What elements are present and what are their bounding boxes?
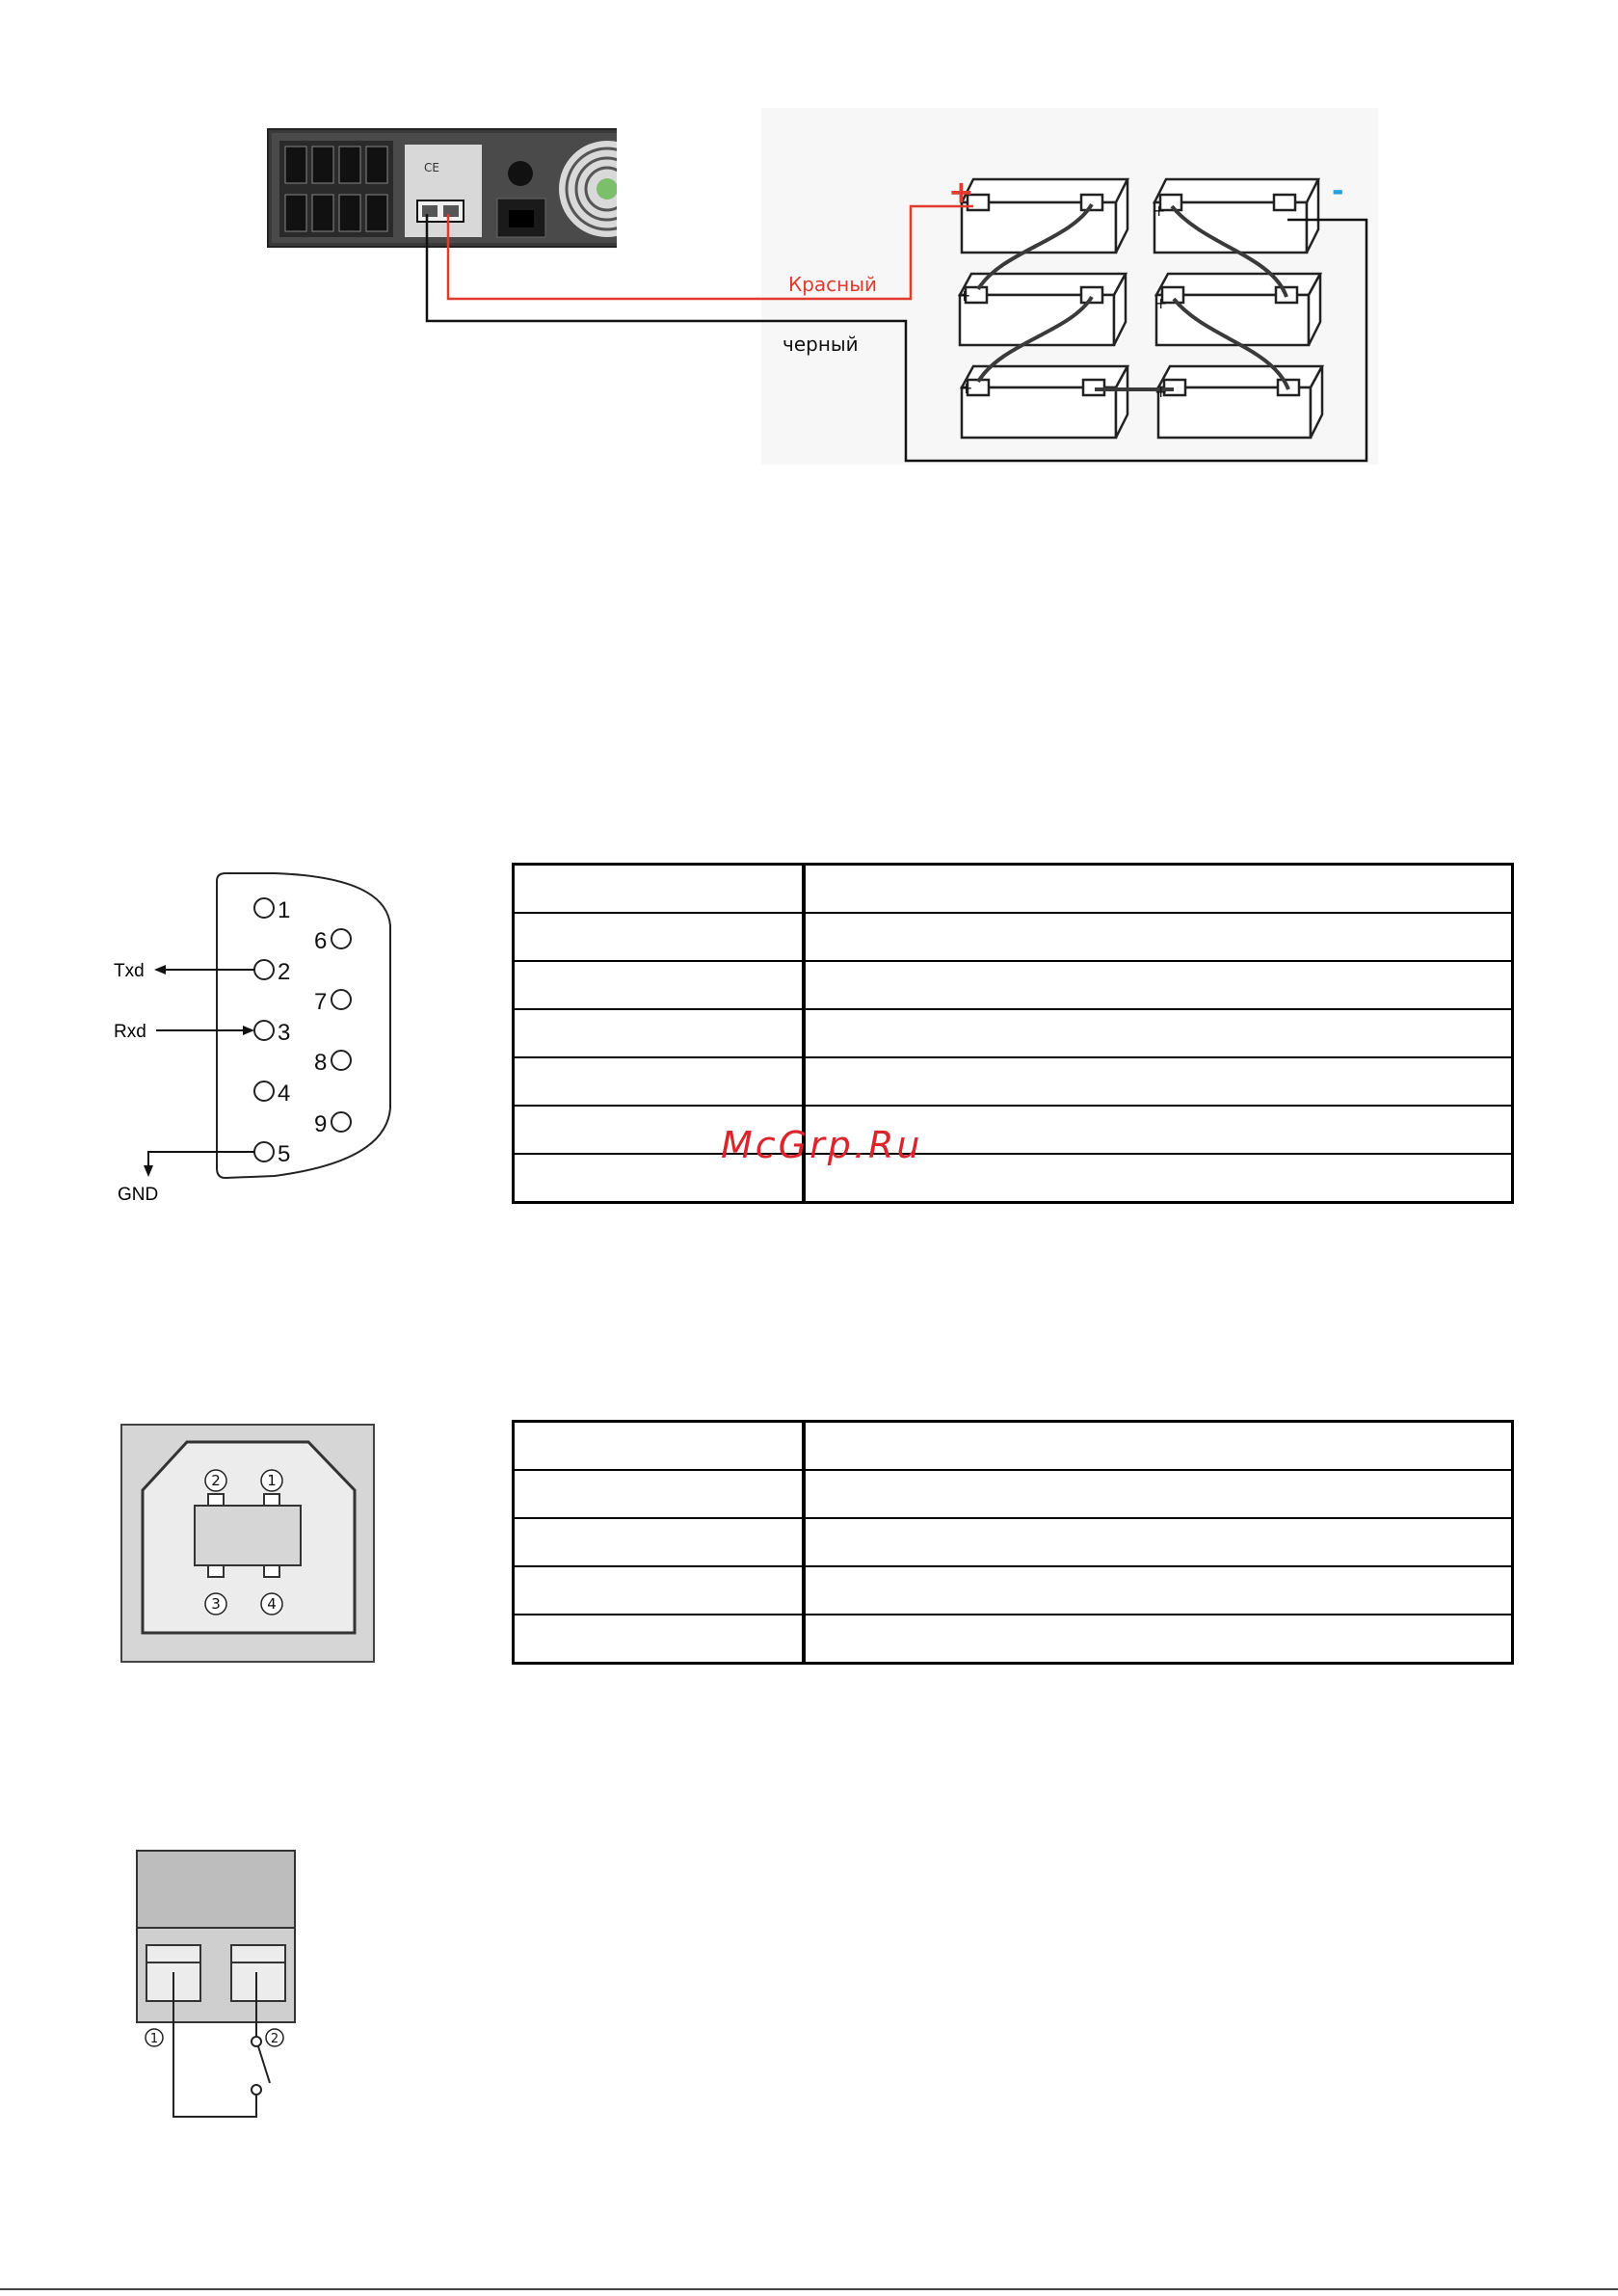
table-cell [804,1057,1513,1106]
table-row [514,865,1513,914]
table-cell [804,1422,1513,1471]
cell-r2-c2 [1156,274,1320,345]
epo-terminal-svg [125,1849,318,2138]
table-cell [804,1009,1513,1057]
table-cell [804,961,1513,1009]
table-row [514,1566,1513,1615]
table-cell [804,1615,1513,1664]
usb-pin-table [512,1420,1514,1665]
pin-number-5: 5 [278,1141,291,1167]
rxd-label: Rxd [114,1022,146,1042]
pin-number-8: 8 [314,1050,328,1076]
cell-plus-mark: + [1153,201,1166,220]
switch-lever [258,2046,270,2083]
gnd-label: GND [118,1185,159,1205]
battery-wiring-overlay-svg [0,0,1618,482]
table-row [514,1106,1513,1154]
db9-pin-table [512,863,1514,1204]
usb-pin-number: 3 [211,1595,221,1613]
table-cell [514,1422,805,1471]
table-cell [514,1566,805,1615]
pin-number-2: 2 [278,959,291,985]
red-wire-label: Красный [788,273,878,296]
cell-plus-mark: + [958,286,971,305]
table-row [514,1009,1513,1057]
black-wire-label: черный [782,333,859,356]
epo-pin-number: 1 [149,2032,159,2046]
table-cell [804,1518,1513,1566]
table-row [514,1615,1513,1664]
db9-connector-diagram [106,868,424,1215]
db9-connector-svg [106,868,424,1215]
table-row [514,1057,1513,1106]
page-bottom-rule [0,2288,1618,2290]
cell-plus-mark: + [960,379,973,397]
pin-number-1: 1 [278,897,291,923]
usb-b-connector-svg [119,1423,378,1664]
table-row [514,1422,1513,1471]
watermark: McGrp.Ru [721,1124,923,1166]
table-cell [804,1566,1513,1615]
usb-center-tongue [195,1506,301,1565]
terminal-block-top [137,1851,295,1928]
positive-sign: + [948,174,974,210]
table-cell [514,1057,805,1106]
ce-mark: CE [424,161,439,174]
table-cell [804,865,1513,914]
table-cell [514,1615,805,1664]
pin-number-4: 4 [278,1081,291,1107]
cell-r3-c1 [962,366,1127,438]
cell-r3-c2 [1158,366,1322,438]
txd-label: Txd [114,961,145,981]
usb-b-connector-diagram [119,1423,378,1664]
usb-pin-number: 2 [211,1472,221,1489]
epo-pin-number: 2 [270,2032,279,2046]
table-row [514,913,1513,961]
table-cell [514,865,805,914]
epo-pin-circles [146,2029,283,2046]
table-cell [514,1009,805,1057]
table-cell [514,1470,805,1518]
cell-plus-mark: + [1154,383,1168,401]
table-cell [514,1518,805,1566]
pin-number-7: 7 [314,989,328,1015]
battery-wiring-overlay [0,0,1618,482]
table-cell [514,913,805,961]
usb-pin-number: 1 [267,1472,277,1489]
cell-plus-mark: + [1154,294,1168,312]
table-row [514,1154,1513,1203]
table-row [514,1518,1513,1566]
negative-sign: - [1332,174,1344,208]
table-cell [804,1470,1513,1518]
pin-number-6: 6 [314,928,328,954]
table-cell [514,961,805,1009]
pin-number-9: 9 [314,1111,328,1137]
switch-contact [252,2085,261,2095]
epo-terminal-diagram [125,1849,318,2138]
usb-pin-number: 4 [267,1595,277,1613]
table-cell [804,913,1513,961]
table-row [514,1470,1513,1518]
table-row [514,961,1513,1009]
switch-contact [252,2037,261,2046]
pin-number-3: 3 [278,1020,291,1046]
